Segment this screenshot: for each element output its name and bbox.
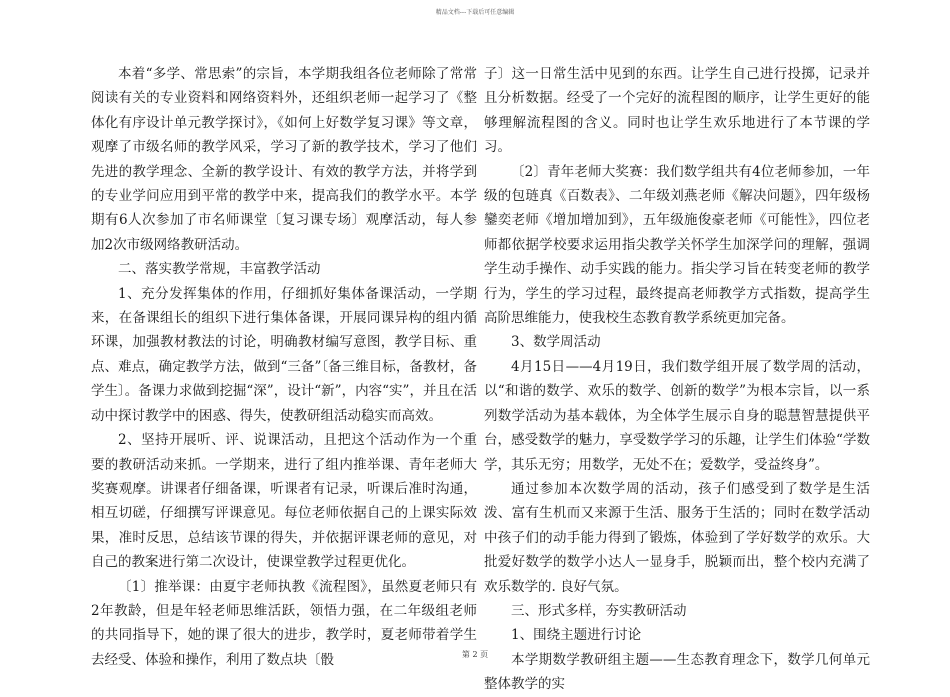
- page-number: 第 2 页: [461, 650, 489, 659]
- paragraph-recommended-lesson: 〔1〕推举课：由夏宇老师执教《流程图》，虽然夏老师只有2年教龄，但是年轻老师思维活跃，领悟力强，在二年级组老师的共同指导下，她的课了很大的进步，教学时，夏老师带着学生去经受、体验和操作，利用了数点块〔骰: [91, 578, 477, 668]
- subheading-topic-discussion: 1、围绕主题进行讨论: [511, 627, 642, 644]
- paragraph-topic-theme: 本学期数学教研组主题——生态教育理念下，数学几何单元整体教学的实: [484, 651, 870, 693]
- paragraph-lesson-review: 2、坚持开展听、评、说课活动，且把这个活动作为一个重要的教研活动来抓。一学期来，进行了组内推举课、青年老师大奖赛观摩。讲课者仔细备课，听课者有记录，听课后准时沟通，相互切磋，仔细撰写评课意见。每位老师依据自己的上课实际效果，准时反思，总结该节课的得失，并依据评课老师的意见，对自己的教案进行第二次设计，使课堂教学过程更优化。: [91, 432, 477, 571]
- page-header: 精品文档---下载后可任意编辑: [435, 9, 515, 16]
- section-heading-2: 二、落实教学常规，丰富教学活动: [118, 261, 321, 278]
- left-column: [91, 62, 477, 672]
- paragraph-math-week: 4月15日——4月19日，我们数学组开展了数学周的活动，以“和谐的数学、欢乐的数学、创新的数学”为根本宗旨，以一系列数学活动为基本载体，为全体学生展示自身的聪慧智慧提供平台，感受数学的魅力，享受数学学习的乐趣，让学生们体验“学数学，其乐无穷；用数学，无处不在；爱数学，受益终身”。: [484, 358, 870, 473]
- paragraph-collective-prep: 1、充分发挥集体的作用，仔细抓好集体备课活动，一学期来，在备课组长的组织下进行集体备课，开展同课异构的组内循环课，加强教材教法的讨论，明确教材编写意图，教学目标、重点、难点，确定教学方法，做到“三备”〔备三维目标，备教材，备学生〕。备课力求做到挖掘“深”，设计“新”，内容“实”，并且在活动中探讨教学中的困惑、得失，使教研组活动稳实而高效。: [91, 285, 477, 424]
- paragraph-math-week-results: 通过参加本次数学周的活动，孩子们感受到了数学是生活泼、富有生机而又来源于生活、服务于生活的；同时在数学活动中孩子们的动手能力得到了锻炼，体验到了学好数学的欢乐。大批爱好数学的数学小达人一显身手，脱颖而出，整个校内充满了欢乐数学的. 良好气氛。: [484, 480, 870, 595]
- paragraph-study-intro: 本着“多学、常思索”的宗旨，本学期我组各位老师除了常常阅读有关的专业资料和网络资料外，还组织老师一起学习了《整体化有序设计单元教学探讨》，《如何上好数学复习课》等文章，观摩了市级名师的教学风采，学习了新的教学技术，学习了他们先进的教学理念、全新的教学设计、有效的教学方法，并将学到的专业学问应用到平常的教学中来，提高我们的教学水平。本学期有6人次参加了市名师课堂〔复习课专场〕观摩活动，每人参加2次市级网络教研活动。: [91, 66, 477, 253]
- paragraph-continuation: 子〕这一日常生活中见到的东西。让学生自己进行投掷，记录并且分析数据。经受了一个完好的流程图的顺序，让学生更好的能够理解流程图的含义。同时也让学生欢乐地进行了本节课的学习。: [484, 66, 870, 156]
- right-column: [484, 62, 870, 697]
- paragraph-young-teacher-contest: 〔2〕青年老师大奖赛：我们数学组共有4位老师参加，一年级的包琏真《百数表》、二年级刘燕老师《解决问题》，四年级杨鑾奕老师《增加增加到》，五年级施俊豪老师《可能性》，四位老师都依据学校要求运用指尖教学关怀学生加深学问的理解，强调学生动手操作、动手实践的能力。指尖学习旨在转变老师的教学行为，学生的学习过程，最终提高老师教学方式指数，提高学生高阶思维能力，使我校生态教育教学系统更加完备。: [484, 163, 870, 327]
- section-heading-3: 三、形式多样，夯实教研活动: [511, 602, 687, 619]
- subheading-math-week: 3、数学周活动: [511, 334, 601, 351]
